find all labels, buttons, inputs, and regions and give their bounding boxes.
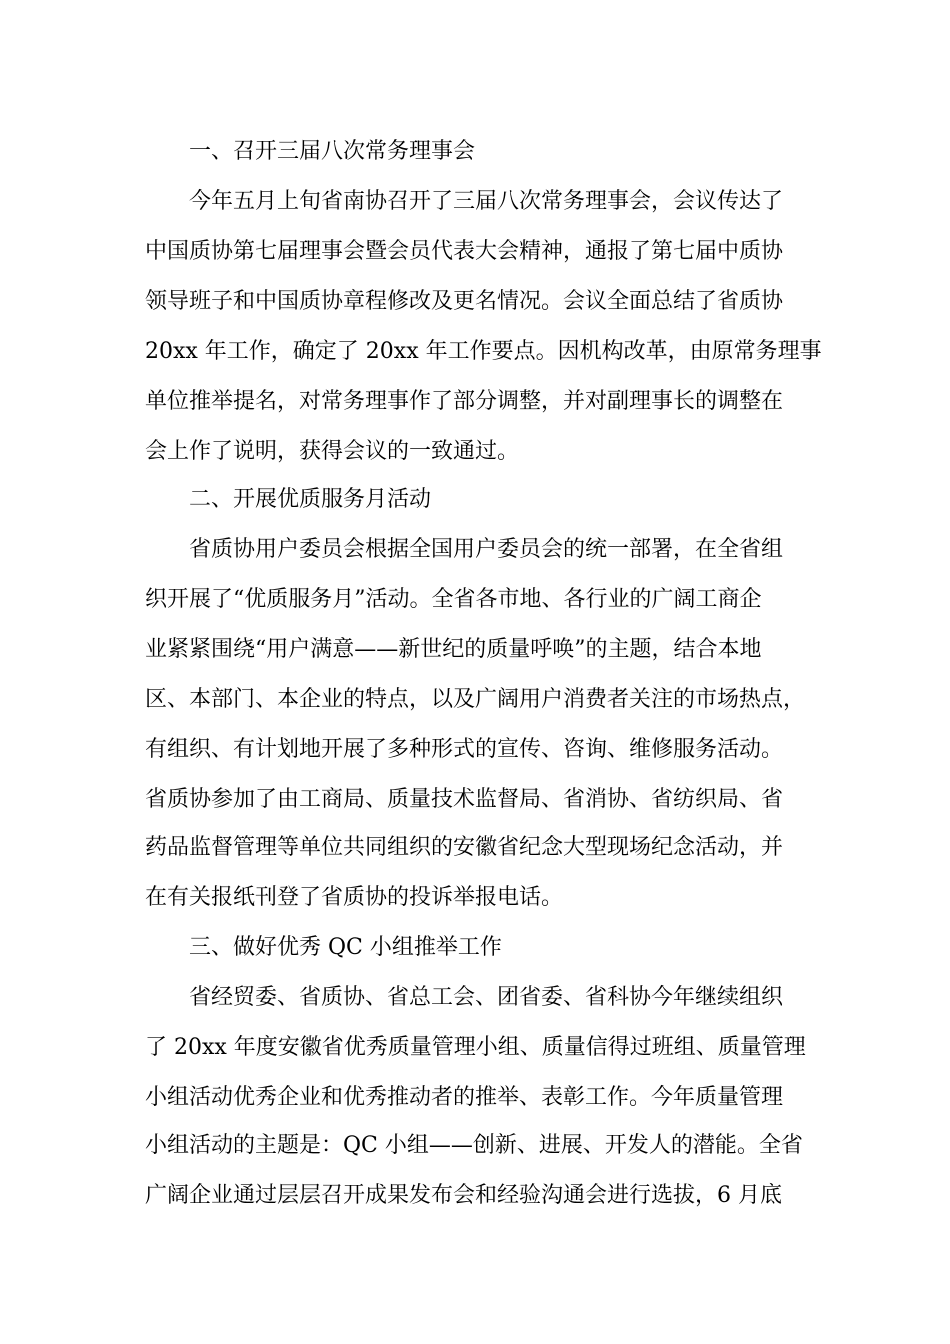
paragraph-line: 会上作了说明，获得会议的一致通过。 — [145, 439, 520, 464]
paragraph-line: 区、本部门、本企业的特点，以及广阔用户消费者关注的市场热点， — [145, 687, 806, 712]
paragraph-line: 了 20xx 年度安徽省优秀质量管理小组、质量信得过班组、质量管理 — [145, 1035, 806, 1060]
paragraph-line: 小组活动优秀企业和优秀推动者的推举、表彰工作。今年质量管理 — [145, 1085, 784, 1110]
paragraph-line: 今年五月上旬省南协召开了三届八次常务理事会，会议传达了 — [189, 189, 784, 214]
paragraph-line: 有组织、有计划地开展了多种形式的宣传、咨询、维修服务活动。 — [145, 737, 784, 762]
paragraph-line: 省质协参加了由工商局、质量技术监督局、省消协、省纺织局、省 — [145, 787, 784, 812]
paragraph-line: 单位推举提名，对常务理事作了部分调整，并对副理事长的调整在 — [145, 389, 784, 414]
paragraph-line: 小组活动的主题是：QC 小组——创新、进展、开发人的潜能。全省 — [145, 1133, 803, 1158]
heading-section-3: 三、做好优秀 QC 小组推举工作 — [189, 935, 502, 960]
paragraph-line: 省经贸委、省质协、省总工会、团省委、省科协今年继续组织 — [189, 985, 784, 1010]
paragraph-line: 广阔企业通过层层召开成果发布会和经验沟通会进行选拔，6 月底 — [145, 1183, 782, 1208]
paragraph-line: 20xx 年工作，确定了 20xx 年工作要点。因机构改革，由原常务理事 — [145, 339, 822, 364]
paragraph-line: 药品监督管理等单位共同组织的安徽省纪念大型现场纪念活动，并 — [145, 835, 784, 860]
heading-section-2: 二、开展优质服务月活动 — [189, 487, 432, 512]
paragraph-line: 在有关报纸刊登了省质协的投诉举报电话。 — [145, 885, 564, 910]
paragraph-line: 业紧紧围绕“用户满意——新世纪的质量呼唤”的主题，结合本地 — [145, 637, 762, 662]
paragraph-line: 中国质协第七届理事会暨会员代表大会精神，通报了第七届中质协 — [145, 239, 784, 264]
paragraph-line: 织开展了“优质服务月”活动。全省各市地、各行业的广阔工商企 — [145, 587, 762, 612]
paragraph-line: 领导班子和中国质协章程修改及更名情况。会议全面总结了省质协 — [145, 289, 784, 314]
paragraph-line: 省质协用户委员会根据全国用户委员会的统一部署，在全省组 — [189, 537, 784, 562]
heading-section-1: 一、召开三届八次常务理事会 — [189, 139, 476, 164]
